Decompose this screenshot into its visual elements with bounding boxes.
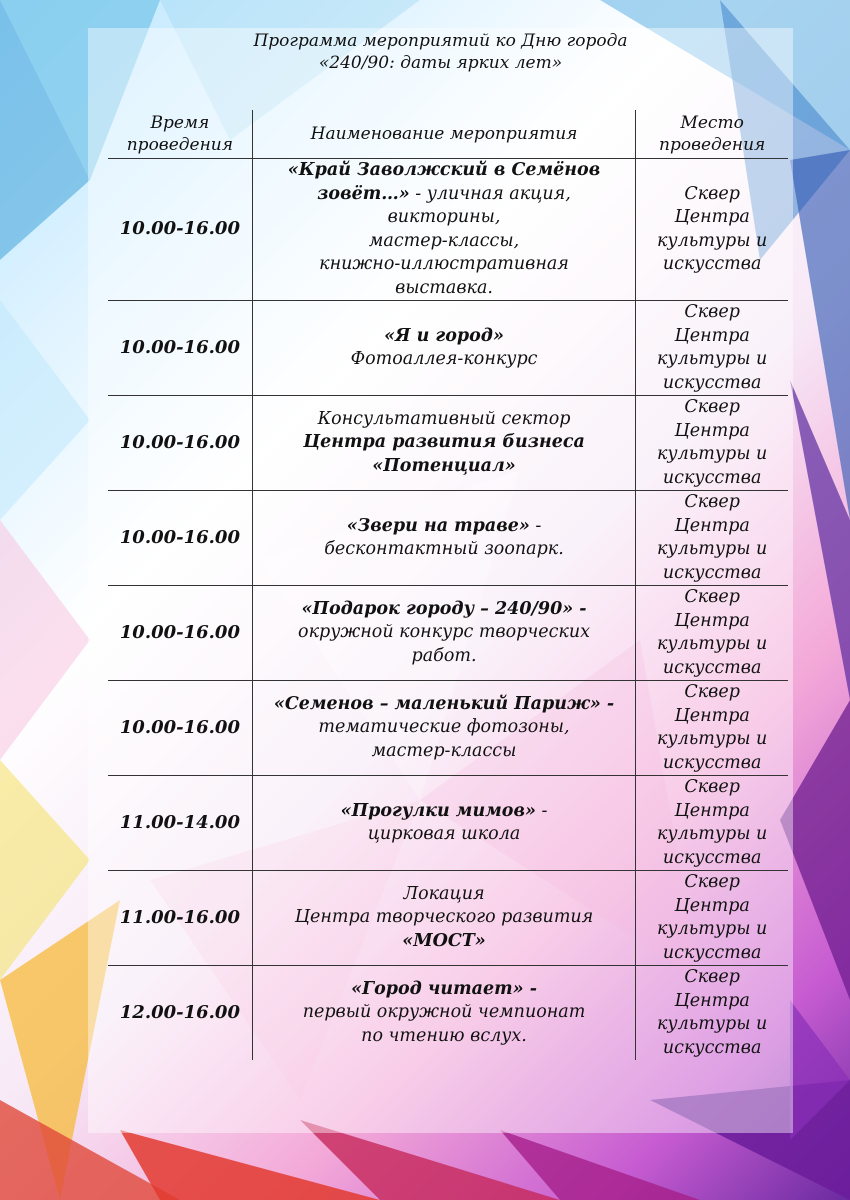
event-time (108, 966, 252, 1061)
event-place-line: Сквер (684, 872, 740, 892)
event-name-line (253, 800, 636, 824)
table-row (108, 776, 788, 871)
event-place-line: культуры и (656, 539, 768, 559)
event-place (636, 586, 788, 681)
event-name-text: «Город читает» - (351, 978, 537, 999)
title-line-1: Программа мероприятий ко Дню города (253, 31, 628, 51)
event-name-line (253, 538, 636, 562)
event-name-line (253, 883, 636, 907)
event-place-line: культуры и (656, 729, 768, 749)
column-header-place-line: проведения (659, 135, 766, 155)
event-time-text: 10.00-16.00 (119, 336, 240, 358)
event-name-text: цирковая школа (367, 824, 521, 844)
event-name-text: выставка. (395, 277, 493, 298)
table-row (108, 491, 788, 586)
event-place-line: Сквер (684, 492, 740, 512)
event-name-line (253, 408, 636, 432)
event-place-line: Сквер (684, 302, 740, 322)
event-name-text: «Потенциал» (372, 455, 516, 476)
column-header-time-line: проведения (126, 135, 233, 155)
table-row (108, 586, 788, 681)
event-place-line: Сквер (684, 967, 740, 987)
schedule-table (108, 110, 788, 1060)
event-time-text: 10.00-16.00 (119, 621, 240, 643)
event-time-text: 12.00-16.00 (119, 1001, 240, 1023)
event-place-line: Сквер (684, 682, 740, 702)
event-name-text: викторины, (387, 207, 501, 227)
event-place-line: культуры и (656, 824, 768, 844)
event-time (108, 396, 252, 491)
event-name-line (253, 348, 636, 372)
event-name-text: Центра развития бизнеса (303, 432, 585, 453)
event-place-line: культуры и (656, 230, 768, 251)
event-time-text: 10.00-16.00 (119, 431, 240, 453)
event-name-line (253, 253, 636, 277)
event-name-line (253, 978, 636, 1002)
event-name-line (253, 823, 636, 847)
event-place (636, 966, 788, 1061)
event-name-line (253, 645, 636, 669)
event-name-suffix: - уличная акция, (409, 183, 571, 204)
table-row (108, 681, 788, 776)
event-place-line: культуры и (656, 444, 768, 464)
event-place (636, 396, 788, 491)
event-name-text: окружной конкурс творческих (298, 622, 590, 643)
event-name-text: Консультативный сектор (317, 408, 571, 429)
event-name-line (253, 740, 636, 764)
event-name-line (253, 230, 636, 254)
event-name (252, 776, 636, 871)
event-name-line (253, 277, 636, 301)
event-name-text: Фотоаллея-конкурс (350, 349, 538, 369)
event-name-line (253, 455, 636, 479)
event-time (108, 586, 252, 681)
event-name-suffix: - (529, 515, 542, 536)
event-place-line: искусства (662, 752, 762, 773)
event-place-line: Центра (674, 515, 750, 536)
event-name-text: «Звери на траве» (346, 515, 530, 536)
event-name (252, 159, 636, 301)
event-place-line: Сквер (684, 397, 740, 417)
event-name-text: мастер-классы, (368, 230, 520, 251)
event-name-text: бесконтактный зоопарк. (324, 539, 564, 559)
page-title (88, 30, 793, 74)
event-name (252, 681, 636, 776)
column-header-place (636, 110, 788, 159)
event-time-text: 11.00-16.00 (119, 906, 240, 928)
event-place (636, 871, 788, 966)
table-row (108, 159, 788, 301)
event-name-text: «Край Заволжский в Семёнов (287, 160, 601, 180)
event-place-line: Центра (674, 990, 750, 1011)
event-name-text: по чтению вслух. (361, 1025, 527, 1046)
event-place-line: искусства (662, 657, 762, 678)
event-place-line: Центра (674, 800, 750, 821)
event-name-text: «Подарок городу – 240/90» - (301, 598, 587, 619)
event-name-line (253, 159, 636, 183)
event-name-text: Центра творческого развития (294, 907, 594, 928)
event-place-line: Центра (674, 705, 750, 726)
event-place-line: культуры и (656, 634, 768, 654)
event-name-line (253, 1001, 636, 1025)
event-name (252, 586, 636, 681)
event-name-text: работ. (411, 645, 477, 666)
table-row (108, 301, 788, 396)
event-name-text: Локация (403, 883, 485, 904)
event-name-text: зовёт…» (317, 183, 410, 204)
event-place-line: искусства (662, 1037, 762, 1058)
event-place-line: Центра (674, 325, 750, 346)
event-time (108, 491, 252, 586)
event-name-text: «Я и город» (384, 325, 504, 346)
event-place-line: Сквер (684, 777, 740, 797)
event-name (252, 491, 636, 586)
event-name-text: «МОСТ» (402, 930, 486, 951)
event-time-text: 10.00-16.00 (119, 526, 240, 548)
event-time-text: 10.00-16.00 (119, 716, 240, 738)
column-header-name (252, 110, 636, 159)
event-name (252, 871, 636, 966)
event-place-line: искусства (662, 847, 762, 868)
event-place-line: Центра (674, 420, 750, 441)
title-line-2: «240/90: даты ярких лет» (318, 53, 563, 73)
event-name-line (253, 906, 636, 930)
event-place-line: Сквер (684, 587, 740, 607)
event-place-line: искусства (662, 372, 762, 393)
event-place-line: Центра (674, 610, 750, 631)
event-name-line (253, 431, 636, 455)
event-name-line (253, 716, 636, 740)
event-name-line (253, 598, 636, 622)
event-name-line (253, 206, 636, 230)
event-place-line: культуры и (656, 349, 768, 369)
event-place-line: культуры и (656, 1014, 768, 1034)
event-name-line (253, 515, 636, 539)
event-name (252, 396, 636, 491)
event-time (108, 159, 252, 301)
event-place-line: Центра (674, 207, 750, 227)
event-name-line (253, 183, 636, 207)
event-name-suffix: - (535, 800, 548, 821)
event-name-text: «Семенов – маленький Париж» - (273, 693, 615, 714)
event-time (108, 681, 252, 776)
table-header-row (108, 110, 788, 159)
event-place-line: искусства (662, 942, 762, 963)
event-name (252, 301, 636, 396)
event-place (636, 681, 788, 776)
event-time (108, 776, 252, 871)
column-header-time-line: Время (150, 113, 210, 133)
table-row (108, 871, 788, 966)
event-name-text: книжно-иллюстративная (319, 254, 569, 274)
event-time-text: 10.00-16.00 (119, 218, 240, 240)
event-time (108, 301, 252, 396)
event-place (636, 159, 788, 301)
event-place (636, 776, 788, 871)
event-time (108, 871, 252, 966)
event-place (636, 491, 788, 586)
event-name-text: «Прогулки мимов» (340, 800, 536, 821)
event-name-line (253, 621, 636, 645)
column-header-name-line: Наименование мероприятия (310, 124, 578, 144)
event-place-line: искусства (662, 562, 762, 583)
event-name-text: первый окружной чемпионат (302, 1002, 586, 1023)
event-name-line (253, 1025, 636, 1049)
table-row (108, 966, 788, 1061)
event-name-line (253, 930, 636, 954)
event-place-line: Центра (674, 895, 750, 916)
event-place-line: искусства (662, 467, 762, 488)
event-place-line: культуры и (656, 919, 768, 939)
event-place-line: искусства (662, 254, 762, 274)
event-name-text: тематические фотозоны, (318, 717, 570, 738)
event-name-line (253, 693, 636, 717)
event-place (636, 301, 788, 396)
column-header-place-line: Место (680, 113, 744, 133)
column-header-time (108, 110, 252, 159)
event-name-text: мастер-классы (371, 740, 517, 761)
event-time-text: 11.00-14.00 (119, 811, 240, 833)
table-row (108, 396, 788, 491)
event-place-line: Сквер (684, 183, 740, 204)
event-name-line (253, 325, 636, 349)
event-name (252, 966, 636, 1061)
